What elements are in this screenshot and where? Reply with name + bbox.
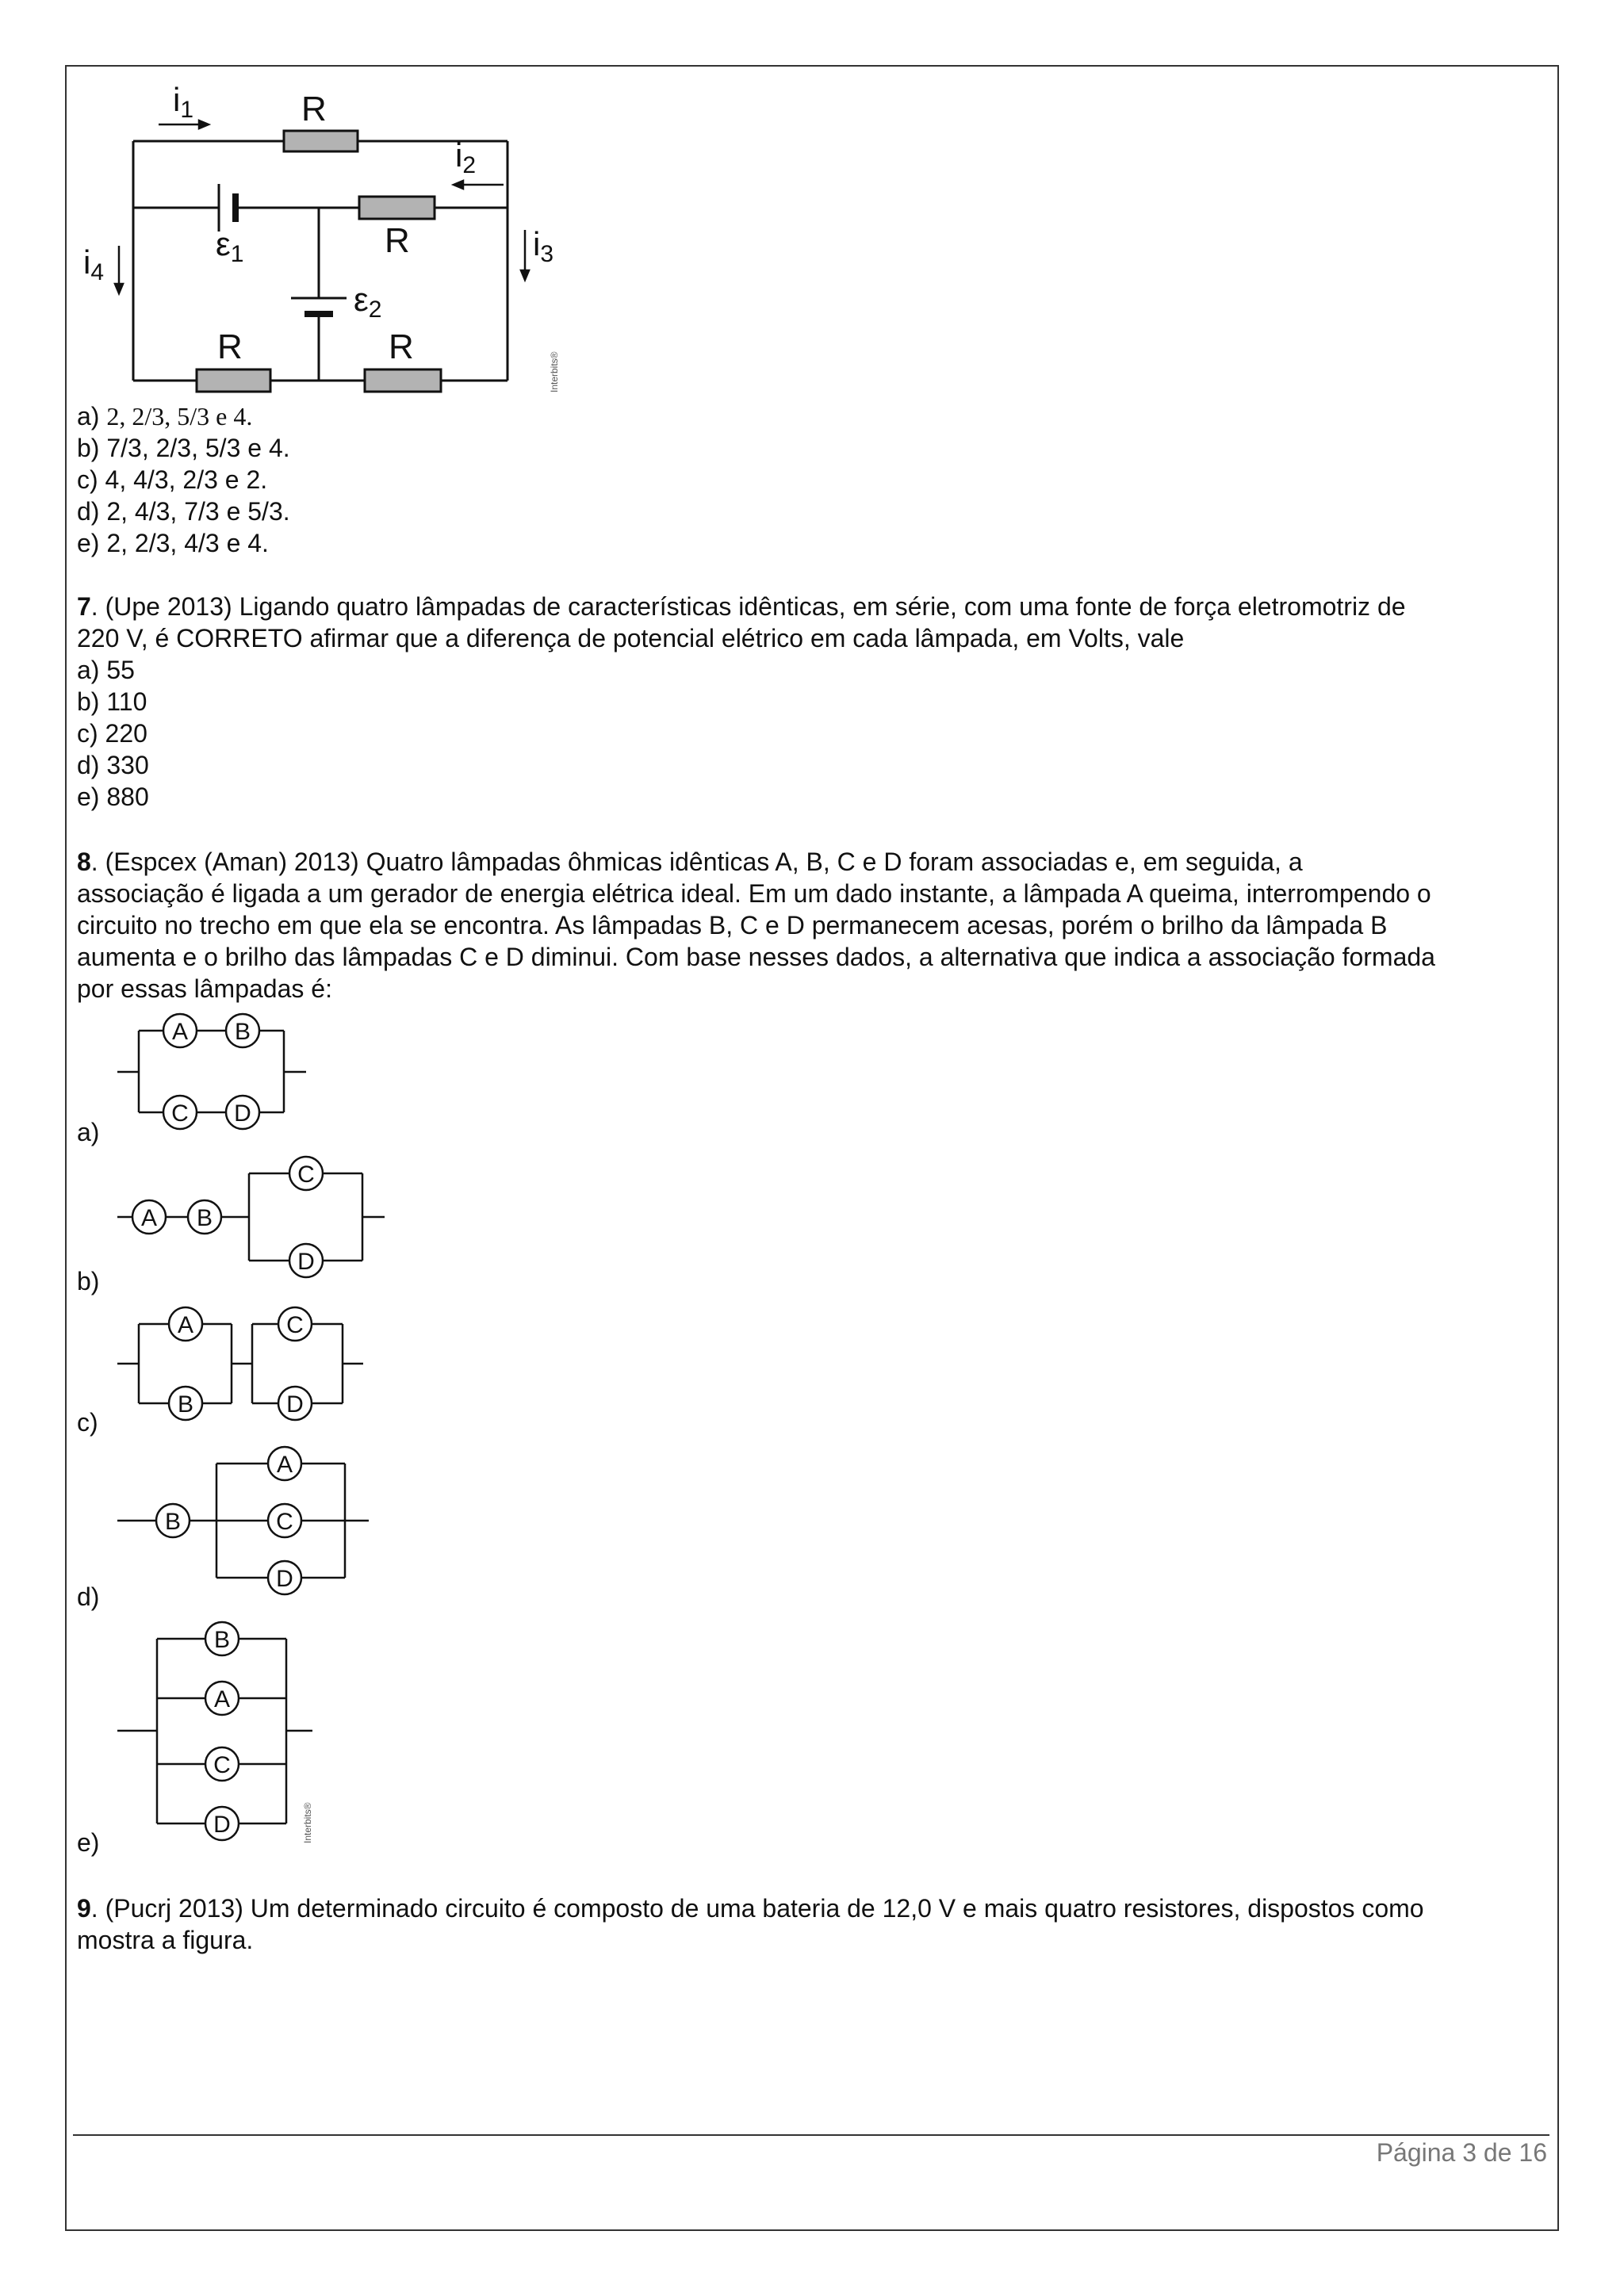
q8-line-5: por essas lâmpadas é: [77, 974, 332, 1003]
q8-option-e-letter: e) [77, 1828, 100, 1857]
q7-option-d: d) 330 [77, 751, 149, 779]
q6-option-d: d) 2, 4/3, 7/3 e 5/3. [77, 497, 290, 526]
footer-divider [73, 2134, 1549, 2136]
label-i1: i1 [173, 81, 194, 123]
q6-options [77, 400, 1544, 559]
label-r-mid: R [385, 221, 410, 260]
resistor-middle [359, 197, 435, 219]
svg-text:C: C [171, 1100, 189, 1127]
q7-option-b: b) 110 [77, 687, 147, 716]
q6-option-a: a) 2, 2/3, 5/3 e 4. [77, 402, 253, 430]
q8-option-d-letter: d) [77, 1582, 100, 1611]
q7-line-1: 7. (Upe 2013) Ligando quatro lâmpadas de características idênticas, em série, com uma fonte de força eletromotriz de [77, 592, 1406, 621]
q6-option-b: b) 7/3, 2/3, 5/3 e 4. [77, 434, 290, 462]
q8-option-c-letter: c) [77, 1408, 98, 1437]
svg-text:B: B [164, 1509, 182, 1535]
svg-text:B: B [234, 1019, 251, 1045]
svg-text:C: C [276, 1509, 293, 1535]
q6-option-e: e) 2, 2/3, 4/3 e 4. [77, 529, 269, 557]
q8-line-1: 8. (Espcex (Aman) 2013) Quatro lâmpadas ôhmicas idênticas A, B, C e D foram associadas e, em seguida, a [77, 848, 1303, 876]
svg-text:D: D [213, 1812, 231, 1838]
page-number: Página 3 de 16 [1376, 2138, 1547, 2167]
svg-text:A: A [171, 1019, 189, 1045]
svg-text:D: D [276, 1566, 293, 1592]
question-8 [77, 846, 1544, 1004]
label-r-bottom-right: R [389, 327, 414, 366]
svg-text:C: C [286, 1312, 304, 1338]
svg-text:A: A [140, 1205, 158, 1231]
svg-text:A: A [213, 1686, 231, 1712]
resistor-top [284, 131, 358, 151]
svg-text:A: A [177, 1312, 194, 1338]
q9-line-2: mostra a figura. [77, 1926, 254, 1954]
label-i2: i2 [455, 136, 477, 178]
watermark: Interbits® [549, 351, 560, 392]
q8-watermark: Interbits® [302, 1802, 313, 1843]
svg-text:B: B [177, 1391, 194, 1418]
q7-line-2: 220 V, é CORRETO afirmar que a diferença de potencial elétrico em cada lâmpada, em Volts, vale [77, 624, 1185, 652]
q7-option-c: c) 220 [77, 719, 147, 748]
q8-option-b-letter: b) [77, 1267, 100, 1295]
q8-option-a-letter: a) [77, 1118, 100, 1146]
svg-text:B: B [196, 1205, 213, 1231]
label-i4: i4 [83, 243, 105, 285]
resistor-bottom-left [197, 369, 270, 392]
q6-option-c: c) 4, 4/3, 2/3 e 2. [77, 465, 268, 494]
svg-text:D: D [297, 1249, 315, 1275]
q9-line-1: 9. (Pucrj 2013) Um determinado circuito é composto de uma bateria de 12,0 V e mais quatro resistores, dispostos como [77, 1894, 1424, 1923]
circuit-diagram-q6 [75, 79, 575, 404]
svg-text:D: D [286, 1391, 304, 1418]
svg-text:D: D [234, 1100, 251, 1127]
svg-text:C: C [213, 1752, 231, 1778]
q8-line-3: circuito no trecho em que ela se encontra. As lâmpadas B, C e D permanecem acesas, porém o brilho da lâmpada B [77, 911, 1388, 939]
q8-line-4: aumenta e o brilho das lâmpadas C e D diminui. Com base nesses dados, a alternativa que indica a associação formada [77, 943, 1435, 971]
resistor-bottom-right [365, 369, 441, 392]
q7-option-a: a) 55 [77, 656, 135, 684]
question-7 [77, 591, 1544, 813]
q7-option-e: e) 880 [77, 783, 149, 811]
q8-line-2: associação é ligada a um gerador de energia elétrica ideal. Em um dado instante, a lâmpada A queima, interrompendo o [77, 879, 1431, 908]
question-9 [77, 1892, 1544, 1956]
svg-text:C: C [297, 1161, 315, 1188]
label-e1: ε1 [216, 225, 244, 267]
label-r-bottom-left: R [217, 327, 243, 366]
q8-lamp-diagrams [111, 1007, 396, 1851]
svg-text:A: A [276, 1452, 293, 1478]
svg-text:B: B [213, 1627, 231, 1653]
label-i3: i3 [533, 225, 554, 267]
label-e2: ε2 [354, 281, 382, 323]
label-r-top: R [301, 90, 327, 128]
